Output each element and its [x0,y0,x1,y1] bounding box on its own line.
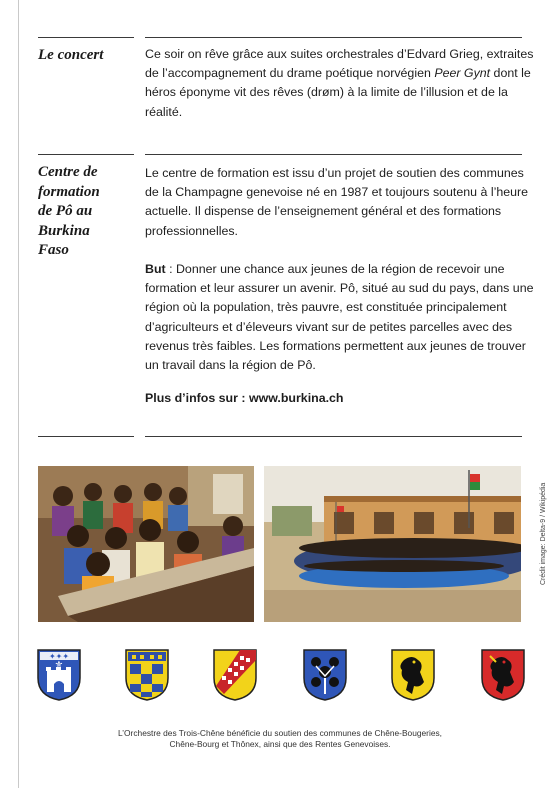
crest-red-lion [480,648,526,702]
goal-label: But [145,262,166,276]
centre-heading [38,163,138,261]
footer-line: Chêne-Bourg et Thônex, ainsi que des Rentes Genevoises. [169,739,391,749]
centre-heading-line: Centre de [38,164,98,180]
centre-heading-line: Burkina [38,222,90,239]
crest-yellow-red-band [212,648,258,702]
crest-blue-lily-tower [36,648,82,702]
footer-note [70,728,490,750]
centre-heading-line: de Pô au [38,203,93,219]
concert-text-rule [145,37,522,38]
concert-heading-rule [38,37,134,38]
bottom-heading-rule [38,436,134,437]
concert-text-start: Ce soir on rêve grâce aux suites orchestrales d’Edvard Grieg, extraites de l’accompagnement du drame poétique norvégien [145,47,534,81]
left-margin-line [18,0,19,788]
photo-credit-text: Crédit image: Delta-9 / Wikipédia [540,482,547,585]
photo-credit [530,470,547,585]
centre-intro-paragraph: Le centre de formation est issu d’un projet de soutien des communes de la Champagne genevoise né en 1987 et toujours soutenu à l’heure actuelle. Il dispense de l’enseignement général et des formations professionnelles. [145,166,529,238]
concert-text-italic: Peer Gynt [434,66,491,81]
centre-goal-paragraph [145,260,540,375]
crest-blue-acorns [302,648,348,702]
group-photo [264,466,521,622]
concert-heading: Le concert [38,47,104,63]
footer-line: L’Orchestre des Trois-Chêne bénéficie du soutien des communes de Chêne-Bougeries, [117,728,442,738]
crest-yellow-lion [390,648,436,702]
centre-text-rule [145,154,522,155]
svg-text:⚜: ⚜ [54,660,64,671]
crest-yellow-blue-checks [124,648,170,702]
centre-heading-line: Faso [38,242,69,258]
svg-text:✦✦✦: ✦✦✦ [48,652,70,661]
goal-text: : Donner une chance aux jeunes de la région de recevoir une formation et leur assurer un avenir. Pô, situé au sud du pays, dans une région où la population, très pauvre, est constituée principalement d’agriculteurs et d’éleveurs vivant sur de petites parcelles avec des revenus très faibles. Les formations permettent aux jeunes de trouver un travail dans la région de Pô. [145,262,534,373]
bottom-text-rule [145,436,522,437]
centre-heading-rule [38,154,134,155]
concert-paragraph [145,45,540,122]
classroom-photo [38,466,254,622]
concert-text-end: dont le héros éponyme vit des rêves (drøm) à la limite de l’illusion et de la réalité. [145,66,531,119]
more-info-line: Plus d’infos sur : www.burkina.ch [145,391,344,405]
centre-heading-line: formation [38,183,100,200]
